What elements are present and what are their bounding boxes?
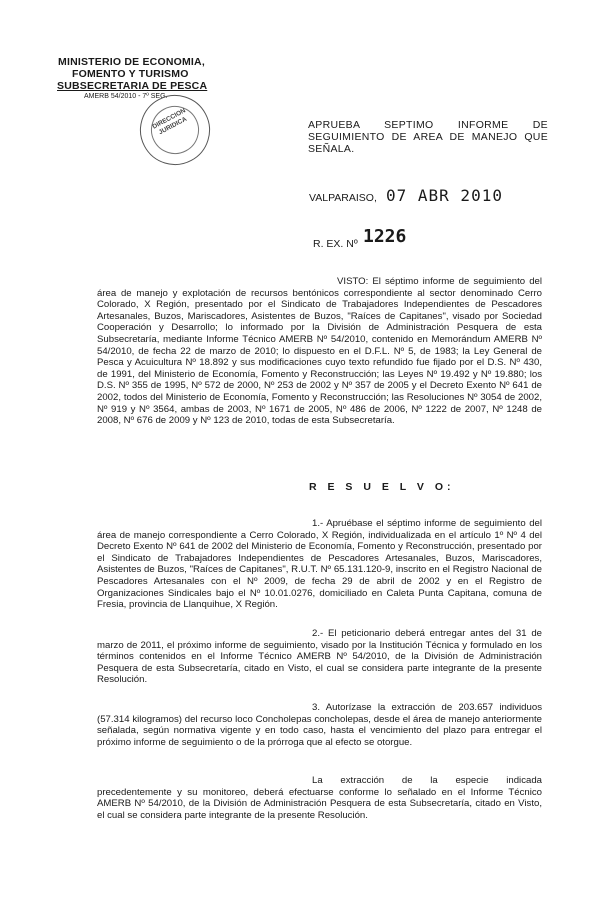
place-date: 07 ABR 2010: [386, 186, 503, 205]
resolution-point-3-continuation: La extracción de la especie indicada precedentemente y su monitoreo, deberá efectuarse conforme lo señalado en el Informe Técnico AMERB Nº 54/2010, de la División de Administración Pesquera de esta Subsecretaría, citado en Visto, el cual se considera parte integrante de la presente Resolución.: [97, 775, 542, 821]
place-city: VALPARAISO,: [309, 192, 377, 204]
resuelvo-heading: R E S U E L V O:: [309, 481, 455, 493]
document-title: APRUEBA SEPTIMO INFORME DE SEGUIMIENTO DE AREA DE MANEJO QUE SEÑALA.: [308, 119, 548, 155]
resolution-number: 1226: [363, 226, 407, 247]
resolution-point-2: 2.- El peticionario deberá entregar antes del 31 de marzo de 2011, el próximo informe de seguimiento, visado por la Institución Técnica y formulado en los términos contenidos en el Informe Técnico AMERB Nº 54/2010, de la División de Administración Pesquera de esta Subsecretaría, citado en Visto, el cual se considera parte integrante de la presente Resolución.: [97, 628, 542, 686]
resolution-point-1: 1.- Apruébase el séptimo informe de seguimiento del área de manejo correspondiente a Cerro Colorado, X Región, individualizada en el artículo 1º Nº 4 del Decreto Exento Nº 641 de 2002 del Ministerio de Economía, Fomento y Reconstrucción, presentado por el Sindicato de Trabajadores Independientes de Pescadores Artesanales, Buzos, Mariscadores, Asistentes de Buzos, "Raíces de Capitanes", R.U.T. Nº 65.131.120-9, inscrito en el Registro Nacional de Pescadores Artesanales con el Nº 2009, de fecha 29 de abril de 2002 y en el Registro de Organizaciones Sindicales bajo el Nº 10.01.0276, domiciliado en Caleta Punta Capitana, comuna de Fresia, provincia de Llanquihue, X Región.: [97, 518, 542, 611]
visto-paragraph: VISTO: El séptimo informe de seguimiento del área de manejo y explotación de recursos bentónicos correspondiente al sector denominado Cerro Colorado, X Región, presentado por el Sindicato de Trabajadores Independientes de Pescadores Artesanales, Buzos, Mariscadores, Asistentes de Buzos, "Raíces de Capitanes", visado por Sociedad Cooperación y Desarrollo; lo informado por la División de Administración Pesquera de esta Subsecretaría, mediante Informe Técnico AMERB Nº 54/2010, contenido en Memorándum AMERB Nº 54/2010, de fecha 22 de marzo de 2010; lo dispuesto en el D.F.L. Nº 5, de 1983; la Ley General de Pesca y Acuicultura Nº 18.892 y sus modificaciones cuyo texto refundido fue fijado por el D.S. Nº 430, de 1991, del Ministerio de Economía, Fomento y Reconstrucción; las Leyes Nº 19.492 y Nº 19.880; los D.S. Nº 355 de 1995, Nº 572 de 2000, Nº 253 de 2002 y Nº 357 de 2005 y el Decreto Exento Nº 641 de 2002, todos del Ministerio de Economía, Fomento y Reconstrucción; las Resoluciones Nº 3054 de 2002, Nº 919 y Nº 3564, ambas de 2003, Nº 1671 de 2005, Nº 486 de 2006, Nº 1222 de 2007, Nº 1248 de 2008, Nº 676 de 2009 y Nº 123 de 2010, todas de esta Subsecretaría.: [97, 276, 542, 427]
ministry-reference: AMERB 54/2010 - 7º SEG.: [84, 93, 168, 100]
ministry-line-3: SUBSECRETARIA DE PESCA: [57, 80, 208, 92]
resolution-point-3: 3. Autorízase la extracción de 203.657 individuos (57.314 kilogramos) del recurso loco Concholepas concholepas, desde el área de manejo anteriormente señalada, según normativa vigente y en todo caso, hasta el vencimiento del plazo para entregar el próximo informe de seguimiento o de la prórroga que al efecto se otorgue.: [97, 702, 542, 748]
ministry-line-1: MINISTERIO DE ECONOMIA,: [58, 56, 205, 68]
resolution-label: R. EX. Nº: [313, 238, 358, 250]
ministry-line-2: FOMENTO Y TURISMO: [72, 68, 189, 80]
stamp-text: DIRECCION JURIDICA: [151, 107, 189, 137]
